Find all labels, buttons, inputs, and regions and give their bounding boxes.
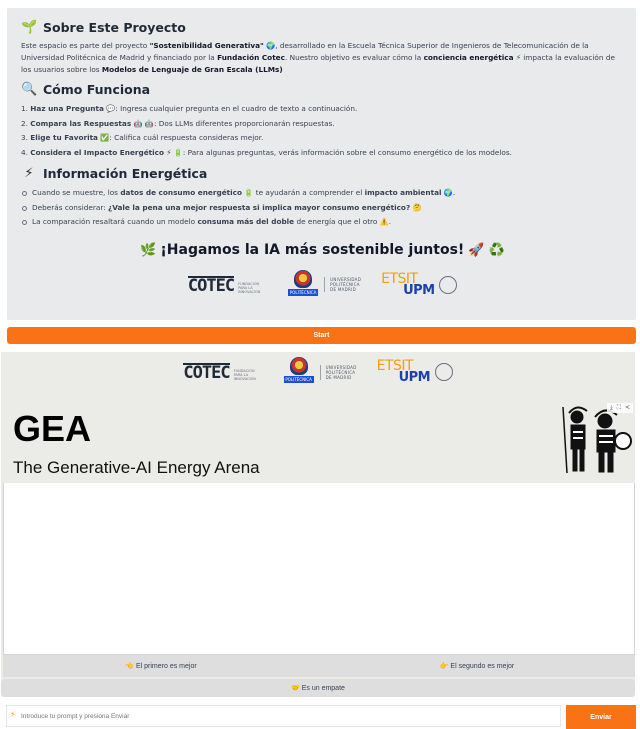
etsit-wordmark: ETSIT (381, 270, 418, 287)
step-text: : Dos LLMs diferentes proporcionarán respuestas. (153, 118, 335, 128)
vote-first-button[interactable]: 👈 El primero es mejor (3, 655, 319, 677)
step-title: Compara las Respuestas (30, 118, 132, 128)
funder-name: Fundación Cotec (217, 53, 285, 62)
arena-title: GEA (13, 408, 92, 449)
about-title: Sobre Este Proyecto (43, 20, 186, 35)
vote-row (3, 655, 635, 677)
step-item (21, 131, 624, 146)
cotec-wordmark: COTEC (183, 363, 230, 383)
steps-list (21, 102, 624, 160)
sponsor-logos (1, 357, 635, 387)
step-title: Considera el Impacto Energético (30, 147, 164, 157)
upm-bar-text: POLITÉCNICA (289, 289, 317, 295)
seal-icon (439, 276, 457, 294)
seedling-icon: 🌱 (21, 20, 38, 35)
energy-bullets (21, 186, 624, 230)
arena-panel (1, 352, 635, 680)
seal-icon (435, 363, 453, 381)
project-info-panel (7, 8, 636, 320)
upm-line: DE MADRID (325, 374, 352, 380)
magnifier-icon: 🔍 (21, 82, 38, 97)
image-toolbar (607, 403, 633, 413)
check-icon: ✅ (97, 133, 110, 142)
cotec-subtitle: FUNDACIÓN PARA LA INNOVACIÓN (233, 369, 256, 381)
arena-logos (1, 357, 635, 387)
herb-icon: 🌿 (140, 242, 161, 258)
start-button[interactable]: Start (7, 327, 636, 344)
etsit-wordmark: ETSIT (376, 358, 414, 374)
upm-crest-icon (284, 357, 314, 387)
step-item (21, 146, 624, 161)
etsit-logo (381, 271, 457, 299)
robot-icon: 🤖 🤖 (131, 118, 154, 128)
energy-bullet (21, 186, 624, 201)
energy-bullet (21, 201, 624, 216)
llm-term: Modelos de Lenguaje de Gran Escala (LLMs) (101, 65, 283, 74)
battery-icon: ⚡ 🔋 (164, 147, 183, 157)
etsit-upm-wordmark: UPM (403, 282, 435, 298)
how-heading (21, 82, 624, 97)
upm-logo (284, 357, 357, 387)
energy-awareness-term: conciencia energética (423, 53, 514, 62)
bullet-bold: impacto ambiental (364, 188, 442, 197)
about-paragraph (21, 40, 624, 76)
step-item (21, 102, 624, 117)
vote-second-button[interactable]: 👉 El segundo es mejor (319, 655, 635, 677)
etsit-upm-wordmark: UPM (398, 370, 431, 385)
upm-bar-text: POLITÉCNICA (285, 377, 312, 382)
step-number: 2. (21, 118, 31, 128)
upm-text (324, 277, 361, 292)
etsit-logo (377, 358, 453, 386)
bullet-text: 🌍. (441, 188, 456, 197)
upm-line: POLITÉCNICA (325, 369, 356, 375)
about-text-4: ⚡ impacta la evaluación de los usuarios sobre los (21, 53, 615, 74)
cotec-logo (183, 363, 263, 381)
cotec-logo (188, 276, 268, 294)
upm-logo (288, 270, 361, 300)
upm-line: POLITÉCNICA (330, 282, 360, 287)
cotec-wordmark: COTEC (187, 275, 235, 296)
bullet-text: de energía que el otro ⚠️. (294, 217, 392, 226)
prompt-input[interactable] (6, 705, 561, 727)
arena-banner (3, 401, 635, 483)
about-text-3: . Nuestro objetivo es evaluar cómo la (284, 53, 424, 62)
slogan-text: ¡Hagamos la IA más sostenible juntos! (160, 241, 465, 258)
energy-heading (21, 166, 624, 181)
bullet-bold: ¿Vale la pena una mejor respuesta si implica mayor consumo energético? (108, 202, 411, 212)
bullet-bold: consuma más del doble (197, 217, 295, 226)
bullet-text: 🤔 (410, 202, 422, 212)
bullet-text: Cuando se muestre, los (32, 188, 121, 197)
step-text: : Ingresa cualquier pregunta en el cuadro de texto a continuación. (115, 104, 358, 113)
sponsor-logos (21, 270, 624, 300)
upm-line: UNIVERSIDAD (330, 277, 362, 282)
upm-line: UNIVERSIDAD (325, 364, 357, 370)
about-text-1: Este espacio es parte del proyecto (21, 41, 150, 50)
upm-text (320, 365, 357, 380)
about-text-2: 🌍, desarrollado en la Escuela Técnica Superior de Ingenieros de Telecomunicación de la Universidad Politécnica de Madrid y financiado por la (21, 41, 589, 62)
upm-crest-icon (288, 270, 318, 300)
rocket-recycle-icon: 🚀 ♻️ (464, 242, 505, 258)
bullet-text: 🔋 te ayudarán a comprender el (241, 188, 365, 197)
step-item (21, 117, 624, 132)
step-title: Elige tu Favorita (30, 133, 98, 142)
speech-bubble-icon: 💬 (103, 104, 116, 113)
energy-title: Información Energética (43, 166, 208, 181)
step-number: 4. (21, 147, 31, 157)
chat-response-area (3, 483, 635, 655)
greek-warriors-illustration (555, 403, 633, 479)
step-text: : Para algunas preguntas, verás información sobre el consumo energético de los modelos. (182, 147, 512, 157)
step-text: : Califica cuál respuesta consideras mejor. (109, 133, 264, 142)
share-icon[interactable]: < (624, 404, 630, 411)
step-number: 1. (21, 104, 31, 113)
fullscreen-icon[interactable]: ⛶ (616, 404, 621, 411)
cotec-subtitle: FUNDACIÓN PARA LA INNOVACIÓN (238, 281, 261, 294)
tie-button[interactable]: 🤝 Es un empate (1, 679, 635, 697)
prompt-row (6, 705, 636, 729)
project-name: "Sostenibilidad Generativa" (149, 41, 264, 50)
upm-line: DE MADRID (330, 287, 356, 292)
arena-subtitle: The Generative-AI Energy Arena (13, 458, 260, 477)
bullet-text: Deberás considerar: (32, 202, 108, 212)
download-icon[interactable]: ⤓ (610, 404, 613, 411)
step-title: Haz una Pregunta (30, 104, 104, 113)
energy-bullet (21, 215, 624, 230)
send-button[interactable]: Enviar (566, 705, 636, 729)
slogan (21, 242, 624, 258)
lightning-icon: ⚡ (24, 166, 34, 181)
lightning-icon: ⚡ (10, 710, 16, 719)
about-heading (21, 20, 624, 35)
bullet-text: La comparación resaltará cuando un modelo (32, 217, 198, 226)
bullet-bold: datos de consumo energético (120, 188, 242, 197)
step-number: 3. (21, 133, 31, 142)
how-title: Cómo Funciona (43, 82, 151, 97)
